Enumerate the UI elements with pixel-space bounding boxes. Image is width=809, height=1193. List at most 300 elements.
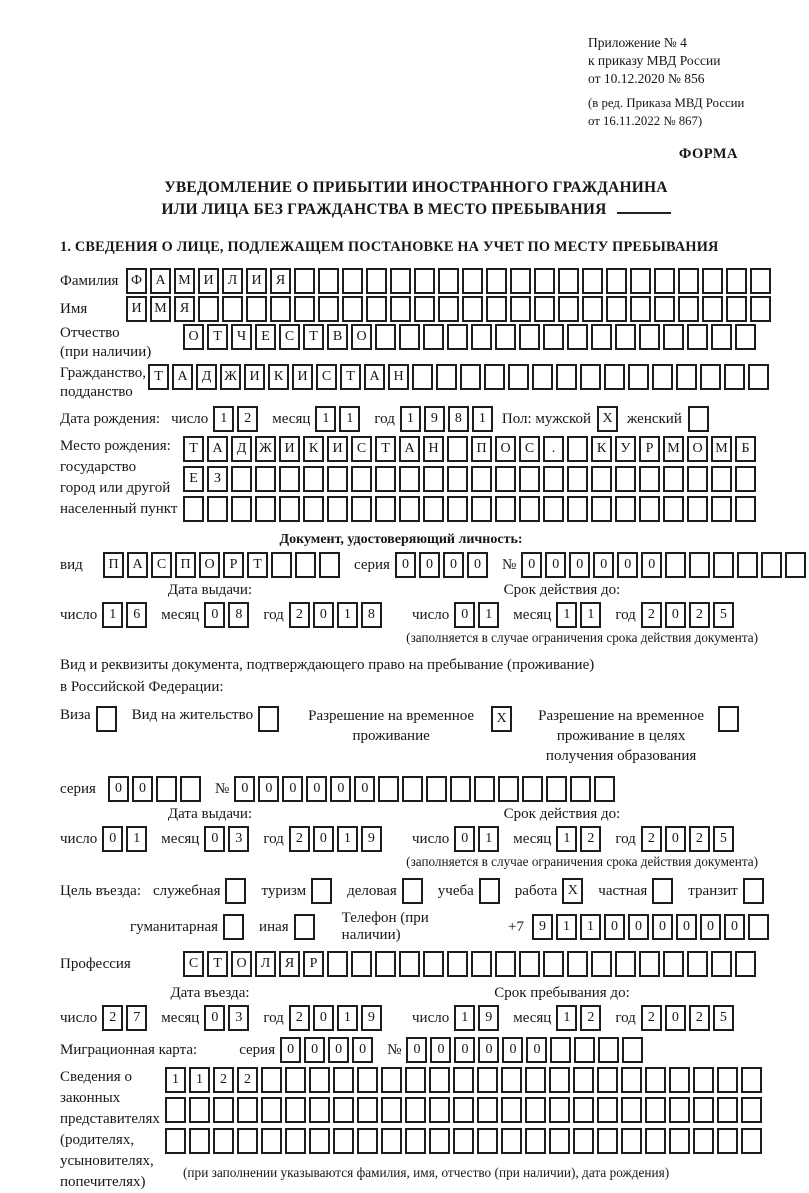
char-cell[interactable]: 0 xyxy=(454,1037,475,1063)
char-cell[interactable]: 2 xyxy=(580,1005,601,1031)
char-cell[interactable] xyxy=(543,951,564,977)
char-cell[interactable]: 0 xyxy=(443,552,464,578)
char-cell[interactable]: О xyxy=(231,951,252,977)
char-cell[interactable] xyxy=(189,1097,210,1123)
char-cell[interactable] xyxy=(639,496,660,522)
char-cell[interactable] xyxy=(213,1097,234,1123)
char-cell[interactable] xyxy=(261,1097,282,1123)
char-cell[interactable] xyxy=(327,496,348,522)
char-cell[interactable]: А xyxy=(172,364,193,390)
char-cell[interactable]: С xyxy=(351,436,372,462)
char-cell[interactable]: 0 xyxy=(306,776,327,802)
char-cell[interactable]: 9 xyxy=(424,406,445,432)
char-cell[interactable]: Е xyxy=(183,466,204,492)
char-cell[interactable]: 0 xyxy=(454,826,475,852)
char-cell[interactable] xyxy=(486,296,507,322)
char-cell[interactable] xyxy=(327,951,348,977)
char-cell[interactable]: Т xyxy=(303,324,324,350)
char-cell[interactable] xyxy=(594,776,615,802)
char-cell[interactable]: Л xyxy=(222,268,243,294)
char-cell[interactable] xyxy=(606,296,627,322)
char-cell[interactable] xyxy=(621,1097,642,1123)
char-cell[interactable]: 1 xyxy=(580,602,601,628)
char-cell[interactable] xyxy=(156,776,177,802)
char-cell[interactable]: Т xyxy=(340,364,361,390)
char-cell[interactable]: 0 xyxy=(604,914,625,940)
char-cell[interactable]: Ф xyxy=(126,268,147,294)
char-cell[interactable]: П xyxy=(175,552,196,578)
char-cell[interactable] xyxy=(508,364,529,390)
char-cell[interactable] xyxy=(279,466,300,492)
char-cell[interactable]: И xyxy=(246,268,267,294)
char-cell[interactable] xyxy=(630,268,651,294)
char-cell[interactable]: Ч xyxy=(231,324,252,350)
char-cell[interactable] xyxy=(735,324,756,350)
char-cell[interactable] xyxy=(423,496,444,522)
char-cell[interactable]: 1 xyxy=(556,914,577,940)
char-cell[interactable] xyxy=(549,1128,570,1154)
char-cell[interactable]: 1 xyxy=(454,1005,475,1031)
char-cell[interactable] xyxy=(748,364,769,390)
char-cell[interactable] xyxy=(573,1097,594,1123)
char-cell[interactable] xyxy=(477,1128,498,1154)
char-cell[interactable] xyxy=(309,1067,330,1093)
char-cell[interactable]: 2 xyxy=(689,1005,710,1031)
char-cell[interactable] xyxy=(639,324,660,350)
char-cell[interactable] xyxy=(231,496,252,522)
char-cell[interactable]: 1 xyxy=(580,914,601,940)
char-cell[interactable] xyxy=(429,1128,450,1154)
char-cell[interactable] xyxy=(567,951,588,977)
char-cell[interactable] xyxy=(429,1067,450,1093)
char-cell[interactable]: 0 xyxy=(406,1037,427,1063)
char-cell[interactable]: 0 xyxy=(204,1005,225,1031)
char-cell[interactable] xyxy=(717,1067,738,1093)
char-cell[interactable] xyxy=(390,296,411,322)
char-cell[interactable] xyxy=(357,1067,378,1093)
char-cell[interactable]: 0 xyxy=(628,914,649,940)
char-cell[interactable]: 2 xyxy=(689,602,710,628)
char-cell[interactable]: 1 xyxy=(478,826,499,852)
char-cell[interactable] xyxy=(180,776,201,802)
char-cell[interactable] xyxy=(279,496,300,522)
temp-residence-checkbox[interactable]: X xyxy=(491,706,512,732)
char-cell[interactable] xyxy=(471,496,492,522)
char-cell[interactable] xyxy=(501,1097,522,1123)
char-cell[interactable] xyxy=(591,324,612,350)
char-cell[interactable] xyxy=(309,1128,330,1154)
char-cell[interactable] xyxy=(378,776,399,802)
char-cell[interactable] xyxy=(318,268,339,294)
char-cell[interactable]: И xyxy=(327,436,348,462)
char-cell[interactable] xyxy=(405,1128,426,1154)
char-cell[interactable]: А xyxy=(127,552,148,578)
char-cell[interactable]: 1 xyxy=(337,1005,358,1031)
char-cell[interactable] xyxy=(678,268,699,294)
char-cell[interactable] xyxy=(735,466,756,492)
char-cell[interactable] xyxy=(183,496,204,522)
char-cell[interactable] xyxy=(495,466,516,492)
char-cell[interactable] xyxy=(498,776,519,802)
char-cell[interactable] xyxy=(495,951,516,977)
char-cell[interactable] xyxy=(381,1128,402,1154)
char-cell[interactable] xyxy=(573,1067,594,1093)
char-cell[interactable] xyxy=(687,324,708,350)
char-cell[interactable] xyxy=(652,364,673,390)
char-cell[interactable] xyxy=(222,296,243,322)
char-cell[interactable]: 1 xyxy=(556,826,577,852)
char-cell[interactable]: О xyxy=(495,436,516,462)
char-cell[interactable]: И xyxy=(126,296,147,322)
char-cell[interactable]: М xyxy=(174,268,195,294)
char-cell[interactable] xyxy=(630,296,651,322)
purpose-work-checkbox[interactable]: X xyxy=(562,878,583,904)
purpose-private-checkbox[interactable] xyxy=(652,878,673,904)
char-cell[interactable] xyxy=(676,364,697,390)
char-cell[interactable] xyxy=(737,552,758,578)
char-cell[interactable] xyxy=(522,776,543,802)
char-cell[interactable] xyxy=(460,364,481,390)
char-cell[interactable] xyxy=(426,776,447,802)
purpose-humanitarian-checkbox[interactable] xyxy=(223,914,244,940)
char-cell[interactable]: 9 xyxy=(478,1005,499,1031)
char-cell[interactable]: И xyxy=(244,364,265,390)
char-cell[interactable]: А xyxy=(207,436,228,462)
char-cell[interactable]: 2 xyxy=(102,1005,123,1031)
char-cell[interactable] xyxy=(447,324,468,350)
char-cell[interactable]: Я xyxy=(174,296,195,322)
char-cell[interactable] xyxy=(724,364,745,390)
char-cell[interactable]: Ж xyxy=(255,436,276,462)
char-cell[interactable]: Я xyxy=(270,268,291,294)
char-cell[interactable] xyxy=(486,268,507,294)
char-cell[interactable] xyxy=(447,436,468,462)
char-cell[interactable] xyxy=(669,1067,690,1093)
char-cell[interactable] xyxy=(591,496,612,522)
char-cell[interactable]: 0 xyxy=(665,826,686,852)
char-cell[interactable]: А xyxy=(364,364,385,390)
char-cell[interactable] xyxy=(591,466,612,492)
char-cell[interactable] xyxy=(438,268,459,294)
char-cell[interactable]: 0 xyxy=(395,552,416,578)
char-cell[interactable] xyxy=(665,552,686,578)
char-cell[interactable] xyxy=(453,1067,474,1093)
char-cell[interactable] xyxy=(645,1067,666,1093)
char-cell[interactable]: 0 xyxy=(641,552,662,578)
char-cell[interactable] xyxy=(402,776,423,802)
char-cell[interactable] xyxy=(462,268,483,294)
char-cell[interactable]: Т xyxy=(207,324,228,350)
char-cell[interactable] xyxy=(285,1097,306,1123)
char-cell[interactable]: 0 xyxy=(521,552,542,578)
char-cell[interactable]: 2 xyxy=(689,826,710,852)
char-cell[interactable] xyxy=(303,496,324,522)
char-cell[interactable]: 0 xyxy=(328,1037,349,1063)
char-cell[interactable]: С xyxy=(316,364,337,390)
char-cell[interactable] xyxy=(687,496,708,522)
char-cell[interactable]: З xyxy=(207,466,228,492)
char-cell[interactable] xyxy=(597,1097,618,1123)
char-cell[interactable]: 0 xyxy=(204,602,225,628)
char-cell[interactable] xyxy=(663,496,684,522)
char-cell[interactable] xyxy=(567,436,588,462)
char-cell[interactable] xyxy=(477,1067,498,1093)
char-cell[interactable] xyxy=(663,951,684,977)
char-cell[interactable] xyxy=(567,466,588,492)
char-cell[interactable]: 0 xyxy=(478,1037,499,1063)
char-cell[interactable] xyxy=(510,268,531,294)
char-cell[interactable] xyxy=(519,324,540,350)
char-cell[interactable] xyxy=(687,951,708,977)
char-cell[interactable] xyxy=(399,466,420,492)
char-cell[interactable] xyxy=(519,951,540,977)
char-cell[interactable] xyxy=(237,1097,258,1123)
char-cell[interactable]: У xyxy=(615,436,636,462)
char-cell[interactable]: Р xyxy=(223,552,244,578)
char-cell[interactable] xyxy=(462,296,483,322)
char-cell[interactable]: 1 xyxy=(213,406,234,432)
char-cell[interactable] xyxy=(423,951,444,977)
char-cell[interactable] xyxy=(546,776,567,802)
char-cell[interactable]: 0 xyxy=(102,826,123,852)
char-cell[interactable] xyxy=(549,1097,570,1123)
char-cell[interactable] xyxy=(405,1097,426,1123)
char-cell[interactable]: И xyxy=(198,268,219,294)
char-cell[interactable]: 2 xyxy=(641,602,662,628)
char-cell[interactable]: Т xyxy=(207,951,228,977)
char-cell[interactable] xyxy=(471,324,492,350)
char-cell[interactable] xyxy=(717,1128,738,1154)
char-cell[interactable]: С xyxy=(279,324,300,350)
char-cell[interactable]: 0 xyxy=(234,776,255,802)
char-cell[interactable]: Б xyxy=(735,436,756,462)
char-cell[interactable]: 5 xyxy=(713,602,734,628)
char-cell[interactable] xyxy=(495,496,516,522)
char-cell[interactable]: 2 xyxy=(641,1005,662,1031)
char-cell[interactable] xyxy=(693,1097,714,1123)
char-cell[interactable] xyxy=(412,364,433,390)
char-cell[interactable]: Т xyxy=(375,436,396,462)
char-cell[interactable]: 0 xyxy=(132,776,153,802)
char-cell[interactable] xyxy=(604,364,625,390)
char-cell[interactable]: Д xyxy=(196,364,217,390)
char-cell[interactable] xyxy=(639,466,660,492)
char-cell[interactable] xyxy=(285,1067,306,1093)
char-cell[interactable]: Е xyxy=(255,324,276,350)
char-cell[interactable] xyxy=(543,496,564,522)
char-cell[interactable]: 0 xyxy=(724,914,745,940)
char-cell[interactable] xyxy=(319,552,340,578)
char-cell[interactable]: Д xyxy=(231,436,252,462)
char-cell[interactable] xyxy=(447,951,468,977)
char-cell[interactable] xyxy=(741,1128,762,1154)
char-cell[interactable]: С xyxy=(183,951,204,977)
purpose-study-checkbox[interactable] xyxy=(479,878,500,904)
purpose-transit-checkbox[interactable] xyxy=(743,878,764,904)
char-cell[interactable]: 0 xyxy=(313,826,334,852)
char-cell[interactable]: И xyxy=(292,364,313,390)
char-cell[interactable] xyxy=(711,951,732,977)
char-cell[interactable]: Р xyxy=(639,436,660,462)
char-cell[interactable] xyxy=(591,951,612,977)
char-cell[interactable]: В xyxy=(327,324,348,350)
char-cell[interactable]: Л xyxy=(255,951,276,977)
char-cell[interactable]: 8 xyxy=(361,602,382,628)
char-cell[interactable]: 1 xyxy=(315,406,336,432)
char-cell[interactable] xyxy=(399,324,420,350)
char-cell[interactable]: 0 xyxy=(282,776,303,802)
char-cell[interactable] xyxy=(501,1067,522,1093)
char-cell[interactable] xyxy=(567,324,588,350)
char-cell[interactable] xyxy=(255,496,276,522)
char-cell[interactable] xyxy=(702,268,723,294)
char-cell[interactable] xyxy=(615,466,636,492)
char-cell[interactable] xyxy=(621,1067,642,1093)
char-cell[interactable]: С xyxy=(519,436,540,462)
char-cell[interactable]: П xyxy=(103,552,124,578)
char-cell[interactable] xyxy=(597,1067,618,1093)
char-cell[interactable]: О xyxy=(199,552,220,578)
char-cell[interactable] xyxy=(519,466,540,492)
char-cell[interactable] xyxy=(333,1067,354,1093)
char-cell[interactable] xyxy=(645,1128,666,1154)
char-cell[interactable] xyxy=(474,776,495,802)
char-cell[interactable] xyxy=(375,496,396,522)
char-cell[interactable] xyxy=(543,324,564,350)
char-cell[interactable] xyxy=(270,296,291,322)
char-cell[interactable]: О xyxy=(183,324,204,350)
char-cell[interactable] xyxy=(351,496,372,522)
char-cell[interactable] xyxy=(231,466,252,492)
char-cell[interactable] xyxy=(381,1067,402,1093)
char-cell[interactable] xyxy=(333,1097,354,1123)
char-cell[interactable] xyxy=(621,1128,642,1154)
char-cell[interactable]: Н xyxy=(423,436,444,462)
char-cell[interactable]: 2 xyxy=(289,1005,310,1031)
char-cell[interactable] xyxy=(405,1067,426,1093)
char-cell[interactable]: 0 xyxy=(593,552,614,578)
char-cell[interactable] xyxy=(558,268,579,294)
char-cell[interactable] xyxy=(606,268,627,294)
char-cell[interactable] xyxy=(741,1097,762,1123)
char-cell[interactable]: 2 xyxy=(237,406,258,432)
char-cell[interactable]: Я xyxy=(279,951,300,977)
char-cell[interactable] xyxy=(726,268,747,294)
char-cell[interactable] xyxy=(237,1128,258,1154)
purpose-other-checkbox[interactable] xyxy=(294,914,315,940)
char-cell[interactable]: Р xyxy=(303,951,324,977)
char-cell[interactable]: И xyxy=(279,436,300,462)
char-cell[interactable] xyxy=(726,296,747,322)
char-cell[interactable] xyxy=(351,951,372,977)
char-cell[interactable]: 0 xyxy=(617,552,638,578)
char-cell[interactable] xyxy=(678,296,699,322)
char-cell[interactable] xyxy=(165,1128,186,1154)
char-cell[interactable] xyxy=(525,1097,546,1123)
char-cell[interactable]: 0 xyxy=(258,776,279,802)
char-cell[interactable]: 0 xyxy=(502,1037,523,1063)
char-cell[interactable] xyxy=(198,296,219,322)
female-checkbox[interactable] xyxy=(688,406,709,432)
char-cell[interactable] xyxy=(689,552,710,578)
char-cell[interactable] xyxy=(471,951,492,977)
char-cell[interactable] xyxy=(735,496,756,522)
char-cell[interactable] xyxy=(333,1128,354,1154)
char-cell[interactable]: 1 xyxy=(478,602,499,628)
char-cell[interactable] xyxy=(342,268,363,294)
char-cell[interactable]: 0 xyxy=(569,552,590,578)
char-cell[interactable] xyxy=(357,1128,378,1154)
char-cell[interactable]: 0 xyxy=(467,552,488,578)
char-cell[interactable] xyxy=(357,1097,378,1123)
char-cell[interactable] xyxy=(318,296,339,322)
char-cell[interactable]: 0 xyxy=(419,552,440,578)
char-cell[interactable] xyxy=(294,296,315,322)
char-cell[interactable] xyxy=(366,268,387,294)
char-cell[interactable] xyxy=(549,1067,570,1093)
char-cell[interactable] xyxy=(717,1097,738,1123)
char-cell[interactable]: М xyxy=(663,436,684,462)
char-cell[interactable]: 1 xyxy=(337,826,358,852)
char-cell[interactable] xyxy=(453,1128,474,1154)
char-cell[interactable]: С xyxy=(151,552,172,578)
char-cell[interactable] xyxy=(574,1037,595,1063)
char-cell[interactable] xyxy=(375,951,396,977)
char-cell[interactable]: 0 xyxy=(545,552,566,578)
char-cell[interactable] xyxy=(785,552,806,578)
char-cell[interactable]: . xyxy=(543,436,564,462)
residence-permit-checkbox[interactable] xyxy=(258,706,279,732)
char-cell[interactable]: 0 xyxy=(354,776,375,802)
char-cell[interactable] xyxy=(615,496,636,522)
char-cell[interactable] xyxy=(423,466,444,492)
char-cell[interactable]: 0 xyxy=(454,602,475,628)
male-checkbox[interactable]: X xyxy=(597,406,618,432)
char-cell[interactable] xyxy=(471,466,492,492)
char-cell[interactable] xyxy=(693,1067,714,1093)
char-cell[interactable] xyxy=(693,1128,714,1154)
char-cell[interactable] xyxy=(519,496,540,522)
char-cell[interactable] xyxy=(713,552,734,578)
char-cell[interactable] xyxy=(294,268,315,294)
char-cell[interactable]: 1 xyxy=(165,1067,186,1093)
visa-checkbox[interactable] xyxy=(96,706,117,732)
char-cell[interactable]: 1 xyxy=(400,406,421,432)
char-cell[interactable]: Ж xyxy=(220,364,241,390)
char-cell[interactable] xyxy=(741,1067,762,1093)
char-cell[interactable]: 1 xyxy=(189,1067,210,1093)
purpose-business-checkbox[interactable] xyxy=(402,878,423,904)
char-cell[interactable] xyxy=(556,364,577,390)
char-cell[interactable] xyxy=(663,466,684,492)
char-cell[interactable] xyxy=(271,552,292,578)
char-cell[interactable] xyxy=(351,466,372,492)
char-cell[interactable] xyxy=(654,268,675,294)
char-cell[interactable] xyxy=(327,466,348,492)
char-cell[interactable]: 1 xyxy=(337,602,358,628)
char-cell[interactable] xyxy=(525,1128,546,1154)
char-cell[interactable]: Т xyxy=(247,552,268,578)
char-cell[interactable]: 0 xyxy=(313,602,334,628)
char-cell[interactable] xyxy=(654,296,675,322)
char-cell[interactable] xyxy=(375,466,396,492)
char-cell[interactable]: 1 xyxy=(556,1005,577,1031)
char-cell[interactable] xyxy=(399,496,420,522)
char-cell[interactable]: О xyxy=(351,324,372,350)
char-cell[interactable] xyxy=(570,776,591,802)
char-cell[interactable] xyxy=(436,364,457,390)
char-cell[interactable] xyxy=(414,296,435,322)
